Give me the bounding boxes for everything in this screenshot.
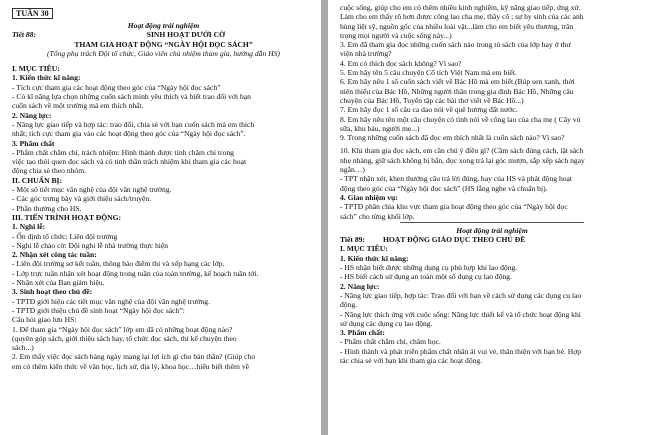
section-heading: 2. Nhận xét công tác tuần: [12, 250, 97, 260]
left-body [12, 64, 315, 371]
lesson-title-row-2 [340, 235, 644, 244]
text-line: - Nhận xét của Ban giám hiệu. [12, 278, 105, 288]
text-line: 6. Em hãy nêu 1 số cuốn sách viết về Bác Hồ mà em biết.(Búp sen xanh, thời [340, 77, 575, 87]
text-line: - TPTĐ phân chia khu vực tham gia hoạt động theo góc của “Ngày hội đọc [340, 202, 568, 212]
text-line: - Năng lực giao tiếp và hợp tác: trao đổi, chia sẻ với bạn cuốn sách mà em thích [12, 119, 255, 129]
text-line: 5. Em hãy tên 5 câu chuyện Cổ tích Việt Nam mà em biết. [340, 68, 517, 78]
section-divider [400, 222, 584, 223]
section-heading: 2. Năng lực: [340, 281, 380, 291]
right-body-bottom [340, 244, 644, 365]
text-line: - Phẩm chất chăm chỉ, trách nhiệm: Hình thành được tính chăm chỉ trong [12, 147, 234, 157]
text-line: - Phần thưởng cho HS. [12, 203, 82, 213]
section-heading: 1. Kiến thức kĩ năng: [12, 73, 81, 83]
section-heading: 3. Phẩm chất [12, 138, 55, 148]
text-line: 10. Khi tham gia đọc sách, em cần chú ý điều gì? (Cầm sách đúng cách, lật sách [340, 146, 584, 156]
text-line: 4. Em có thích đọc sách không? Vì sao? [340, 58, 462, 68]
organizer-note: (Tổng phụ trách Đội tổ chức, Giáo viên chủ nhiệm tham gia, hướng dẫn HS) [47, 48, 280, 58]
text-line: nhất; tích cực tham gia vào các hoạt động theo góc của “Ngày hội đọc sách”. [12, 129, 246, 139]
text-line: 2. Em thấy việc đọc sách hàng ngày mang lại lợi ích gì cho bản thân? (Giúp cho [12, 352, 256, 362]
text-line: 9. Trong những cuốn sách đã đọc em thích nhất là cuốn sách nào? Vì sao? [340, 133, 565, 143]
text-line: - TPTĐ giới hiệu các tiết mục văn nghệ của đội văn nghệ trường. [12, 296, 211, 306]
text-line: sách” cho từng khối lớp. [340, 211, 415, 221]
text-line: trọng mọi người và cuộc sống này...) [340, 30, 452, 40]
section-heading: 3. Phẩm chất: [340, 328, 385, 338]
text-line: viện nhà trường? [340, 49, 392, 59]
text-line: - Nghi lễ chào cờ: Đội nghi lễ nhà trường thực hiện [12, 240, 169, 250]
text-line: 8. Em hãy nêu tên một câu chuyện có tình nói về công lao của cha mẹ ( Cây vú [340, 114, 581, 124]
week-label: TUẦN 30 [12, 8, 53, 19]
text-line: - Năng lực thích ứng với cuộc sống: Năng lực thiết kế và tổ chức hoạt động khi [340, 309, 581, 319]
section-heading: 3. Sinh hoạt theo chủ đề: [12, 287, 93, 297]
text-line: sữa, khu báu, người mẹ...) [340, 123, 420, 133]
text-line: 1. Để tham gia “Ngày hội đọc sách” lớp em đã có những hoạt động nào? [12, 324, 233, 334]
text-line: - Tích cực tham gia các hoạt động theo góc của “Ngày hội đọc sách” [12, 82, 221, 92]
text-line: - HS biết cách sử dụng an toàn một số dụng cụ lao động. [340, 272, 512, 282]
text-line: - Phẩm chất chăm chỉ, chăm học. [340, 337, 441, 347]
text-line: Làm cho em thấy rõ hơn được công lao cha mẹ, thầy cô ; sự hy sinh của các anh [340, 12, 584, 22]
lesson-subtitle: THAM GIA HOẠT ĐỘNG “NGÀY HỘI ĐỌC SÁCH” [74, 39, 253, 49]
activity-heading: Hoạt động trải nghiệm [127, 21, 200, 30]
text-line: - TPTĐ giới thiệu chủ đề sinh hoạt “Ngày hội đọc sách”: [12, 305, 185, 315]
text-line: ngắn…) [340, 165, 365, 175]
text-line: động chia sẻ theo nhóm. [12, 166, 87, 176]
text-line: em có thêm kiến thức về văn học, lịch sử, địa lý, khoa học…hiểu biết thêm về [12, 361, 250, 371]
text-line: tác chia sẻ với bạn khi tham gia các hoạt động. [340, 355, 483, 365]
section-heading: 1. Nghi lễ: [12, 222, 46, 232]
text-line: việc tạo thói quen đọc sách và có tinh thần trách nhiệm khi tham gia các hoạt [12, 157, 247, 167]
activity-heading-2: Hoạt động trải nghiệm [456, 225, 528, 235]
section-heading: II. CHUẨN BỊ: [12, 175, 62, 185]
text-line: sách...) [12, 343, 34, 353]
text-line: - Một số tiết mục văn nghệ của đội văn nghệ trường. [12, 185, 172, 195]
text-line: - Ổn định tổ chức: Liên đội trưởng [12, 231, 118, 241]
text-line: (quyên góp sách, giới thiệu sách hay, tổ chức đọc sách, thi kể chuyện theo [12, 333, 237, 343]
section-heading: 2. Năng lực: [12, 110, 52, 120]
text-line: - TPT nhận xét, khen thưởng câu trả lời đúng, hay của HS và phát động hoạt [340, 174, 573, 184]
text-line: - Hình thành và phát triển phẩm chất nhân ái vui vẻ, thân thiện với bạn bè. Hợp [340, 346, 582, 356]
lesson-title: SINH HOẠT DƯỚI CỜ [146, 30, 225, 40]
text-line: - Lớp trực tuần nhận xét hoạt động trong tuần của toàn trường, kế hoạch tuần tới. [12, 268, 259, 278]
text-line: chuyện của Bác Hồ, Tuyển tập các bài thơ viết về Bác Hồ...) [340, 95, 524, 105]
text-line: niên thiếu của Bác Hồ, Những người thân trong gia đình Bác Hồ, Những câu [340, 86, 574, 96]
section-heading: I. MỤC TIÊU: [340, 244, 388, 254]
text-line: động theo góc của “Ngày hội đọc sách” (HS lắng nghe và chuẩn bị). [340, 183, 548, 193]
section-heading: 1. Kiến thức kĩ năng: [340, 253, 409, 263]
text-line: 7. Em hãy đọc 1 số câu ca dao nói về quê hương đất nước. [340, 105, 518, 115]
text-line: - HS nhận biết được những dụng cụ phù hợp khi lao động. [340, 263, 518, 273]
text-line: - Có kĩ năng lựa chọn những cuốn sách mình yêu thích và biết trao đổi với bạn [12, 92, 251, 102]
text-line: Câu hỏi giao lưu HS: [12, 315, 77, 325]
text-line: - Các góc trưng bày và giới thiệu sách/truyện. [12, 194, 152, 204]
right-body-top [340, 3, 644, 221]
text-line: - Liên đội trưởng sơ kết tuần, thông báo điểm thi và xếp hạng các lớp. [12, 259, 225, 269]
text-line: cuốn sách về một trường mà em thích nhất. [12, 101, 144, 111]
section-heading: I. MỤC TIÊU: [12, 64, 60, 74]
lesson-label: Tiết 88: [12, 30, 36, 40]
lesson-title-row [12, 30, 315, 39]
text-line: động. [340, 300, 358, 310]
section-heading: III. TIẾN TRÌNH HOẠT ĐỘNG: [12, 212, 122, 222]
left-page [0, 0, 321, 435]
text-line: 3. Em đã tham gia đọc những cuốn sách nào trong tủ sách của lớp hay ở thư [340, 40, 571, 50]
text-line: - Năng lực giao tiếp, hợp tác: Trao đổi với bạn về cách sử dụng các dụng cụ lao [340, 290, 582, 300]
right-page [328, 0, 650, 435]
lesson-label-2: Tiết 89: [340, 235, 365, 245]
text-line: hùng liệt sỹ, nguồn gốc của nhiều loài vật...làm cho em biết yêu thương, trân [340, 21, 574, 31]
section-heading: 4. Giao nhiệm vụ: [340, 192, 398, 202]
text-line: nhẹ nhàng, giữ sách không bị bẩn, đọc xong trả lại góc mượn, sắp xếp sách ngay [340, 155, 585, 165]
text-line: cuộc sống, giúp cho em có thêm nhiều kinh nghiệm, kỹ năng giao tiếp, ứng xử. [340, 3, 581, 12]
text-line: sử dụng các dụng cụ lao động. [340, 318, 433, 328]
lesson-title-2: HOẠT ĐỘNG GIÁO DỤC THEO CHỦ ĐỀ [382, 235, 526, 245]
